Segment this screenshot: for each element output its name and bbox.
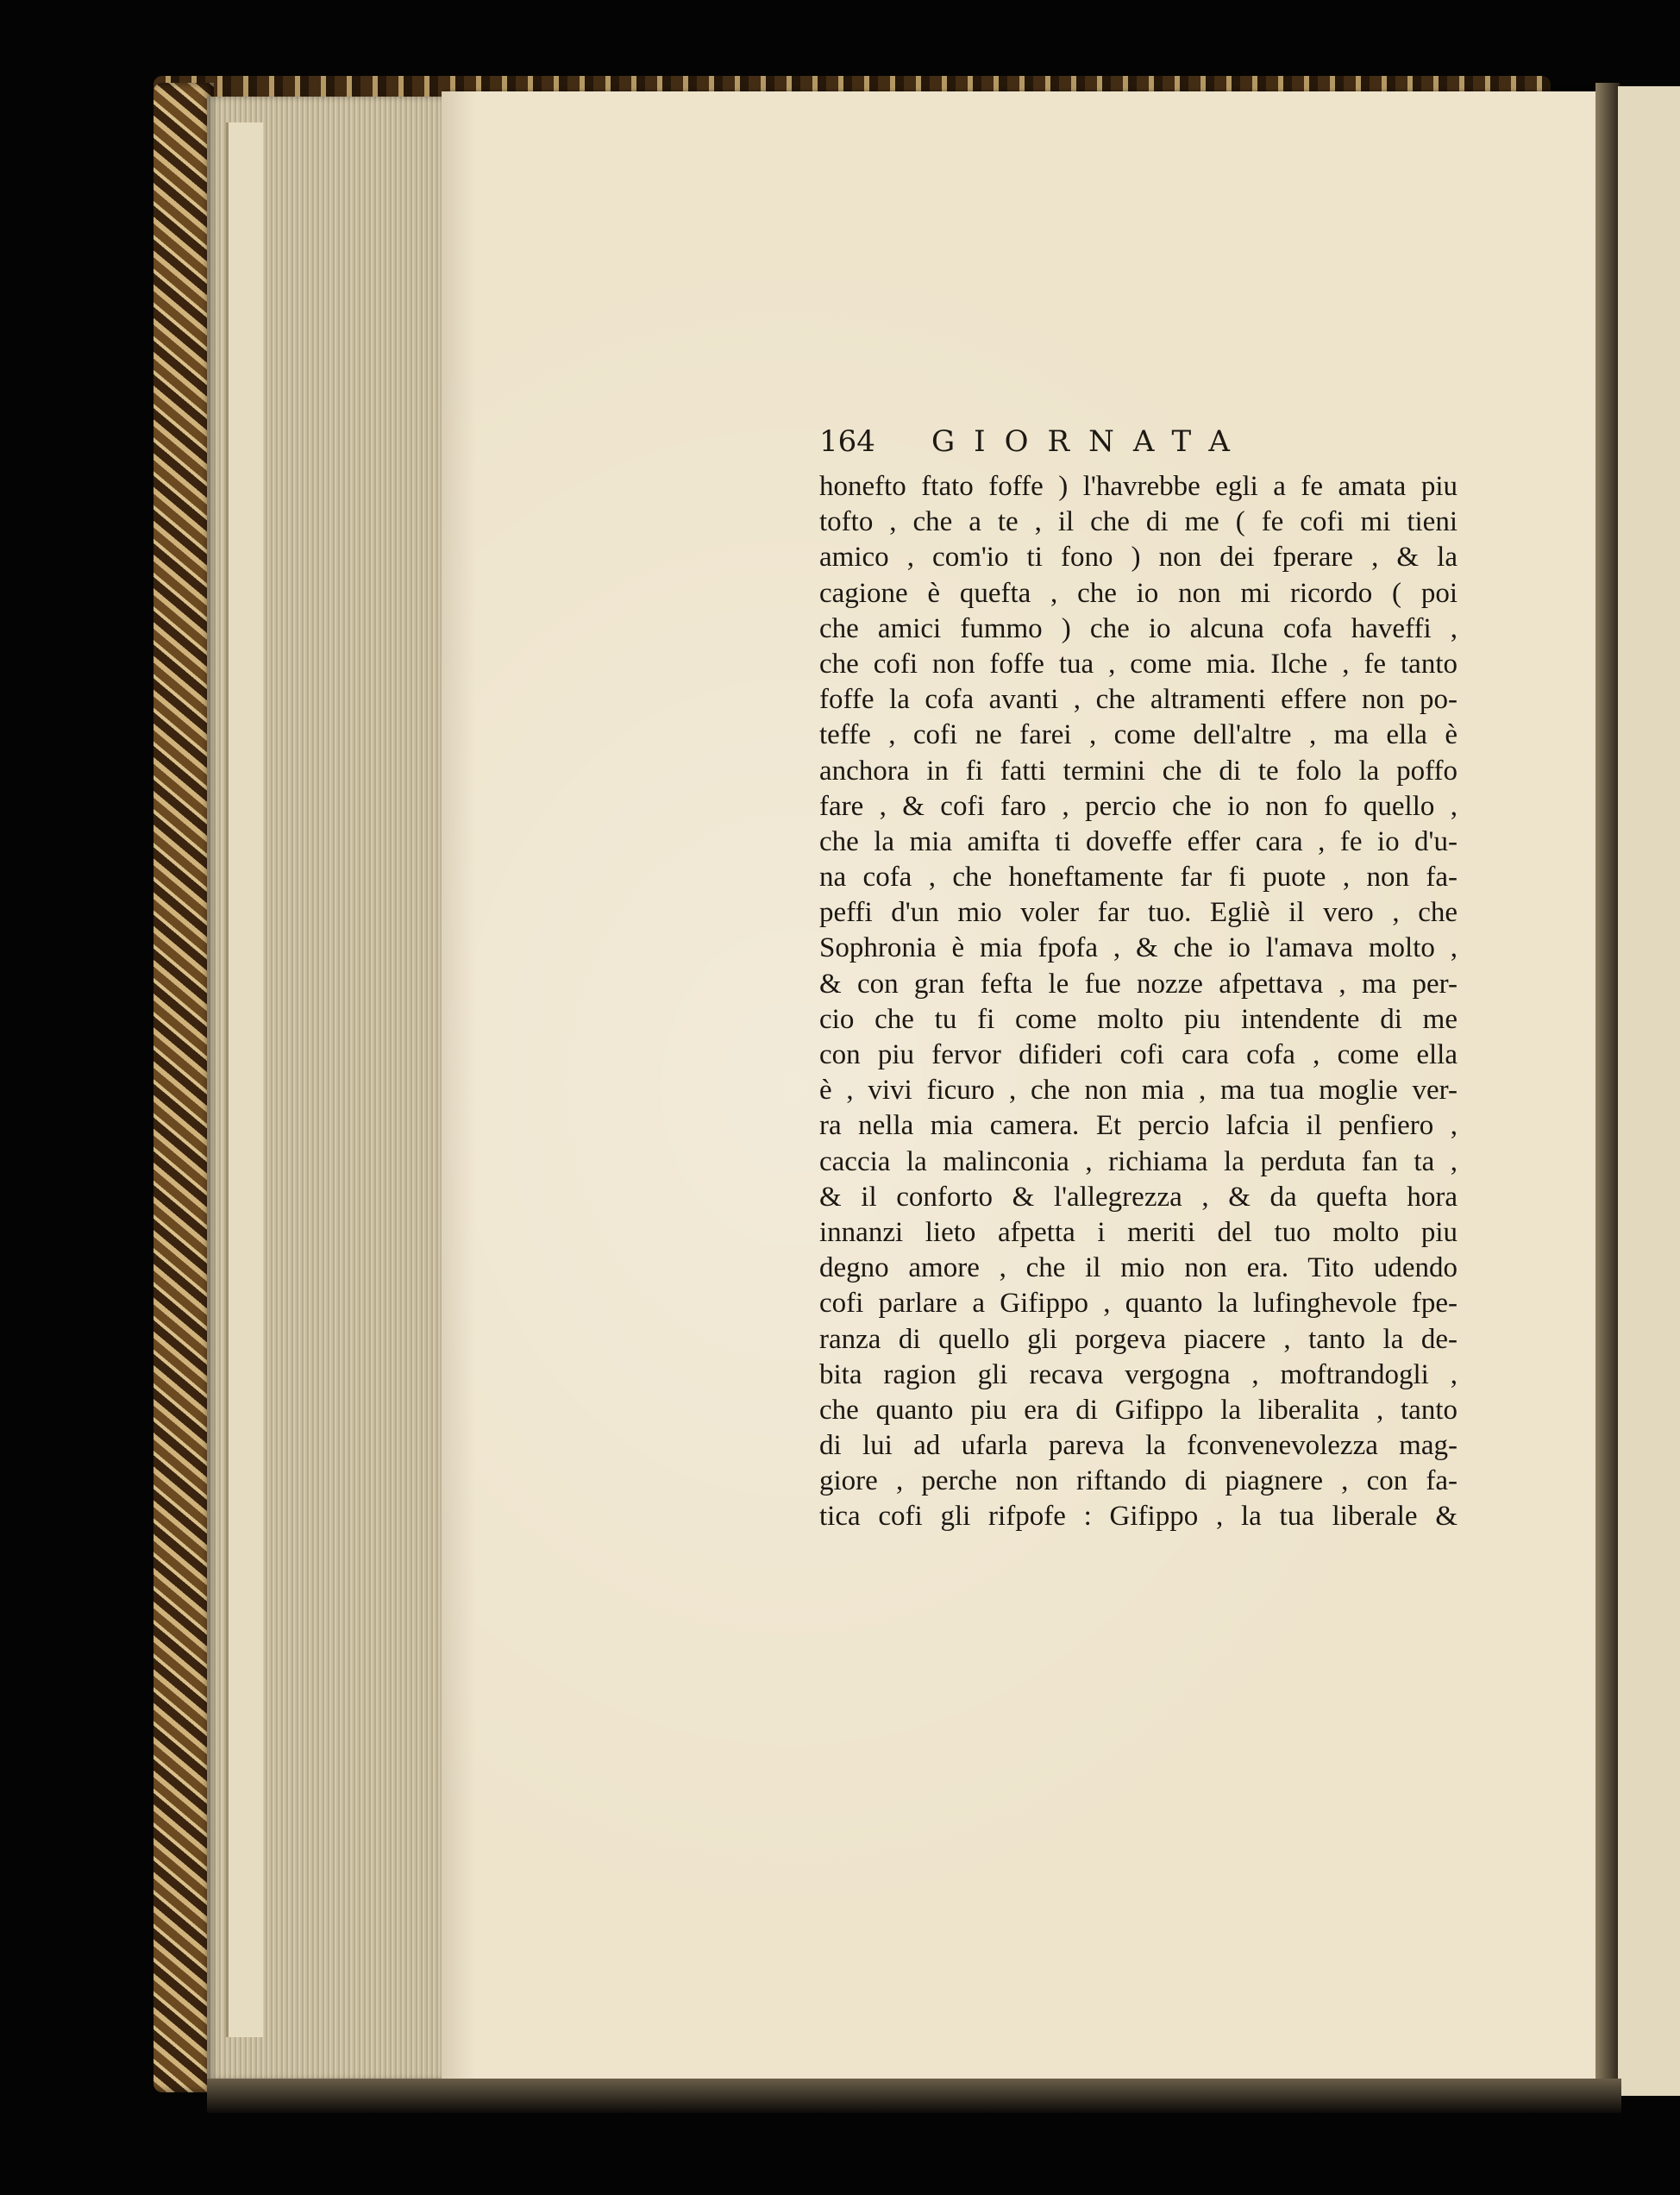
text-line: ra nella mia camera. Et percio lafcia il penfiero , bbox=[819, 1110, 1457, 1142]
text-line: tofto , che a te , il che di me ( fe cofi mi tieni bbox=[819, 506, 1457, 538]
text-line: honefto ftato foffe ) l'havrebbe egli a fe amata piu bbox=[819, 471, 1457, 502]
text-line: caccia la malinconia , richiama la perduta fan ta , bbox=[819, 1145, 1457, 1177]
text-line: con piu fervor difideri cofi cara cofa , come ella bbox=[819, 1039, 1457, 1070]
running-head bbox=[819, 424, 1457, 459]
gilt-spine-decoration bbox=[154, 83, 214, 2092]
text-line: giore , perche non riftando di piagnere , con fa- bbox=[819, 1465, 1457, 1497]
text-line: ranza di quello gli porgeva piacere , tanto la de- bbox=[819, 1323, 1457, 1355]
text-line: fare , & cofi faro , percio che io non fo quello , bbox=[819, 790, 1457, 822]
text-line: foffe la cofa avanti , che altramenti effere non po- bbox=[819, 684, 1457, 716]
text-line: cofi parlare a Gifippo , quanto la lufinghevole fpe- bbox=[819, 1288, 1457, 1320]
running-title: GIORNATA bbox=[931, 424, 1249, 459]
book-gutter bbox=[1595, 83, 1620, 2101]
text-line: che la mia amifta ti doveffe effer cara , fe io d'u- bbox=[819, 825, 1457, 857]
text-line: & il conforto & l'allegrezza , & da quefta hora bbox=[819, 1181, 1457, 1213]
endpaper-edge bbox=[226, 122, 263, 2037]
text-line: cio che tu fi come molto piu intendente di me bbox=[819, 1003, 1457, 1035]
text-line: Sophronia è mia fpofa , & che io l'amava molto , bbox=[819, 932, 1457, 964]
text-line: che cofi non foffe tua , come mia. Ilche , fe tanto bbox=[819, 648, 1457, 680]
bottom-edge-shadow bbox=[207, 2079, 1621, 2113]
text-line: innanzi lieto afpetta i meriti del tuo molto piu bbox=[819, 1216, 1457, 1248]
page-edges bbox=[207, 97, 448, 2080]
facing-page-edge bbox=[1618, 86, 1680, 2096]
text-line: bita ragion gli recava vergogna , moftrandogli , bbox=[819, 1358, 1457, 1390]
text-line: è , vivi ficuro , che non mia , ma tua moglie ver- bbox=[819, 1075, 1457, 1107]
text-line: cagione è quefta , che io non mi ricordo ( poi bbox=[819, 577, 1457, 609]
page-number: 164 bbox=[819, 424, 875, 459]
text-line: & con gran fefta le fue nozze afpettava , ma per- bbox=[819, 968, 1457, 1000]
text-line: di lui ad ufarla pareva la fconvenevolezza mag- bbox=[819, 1430, 1457, 1462]
text-line: peffi d'un mio voler far tuo. Egliè il vero , che bbox=[819, 897, 1457, 929]
text-line: teffe , cofi ne farei , come dell'altre , ma ella è bbox=[819, 719, 1457, 751]
text-line: degno amore , che il mio non era. Tito udendo bbox=[819, 1252, 1457, 1284]
text-line: tica cofi gli rifpofe : Gifippo , la tua liberale & bbox=[819, 1501, 1457, 1533]
body-text bbox=[819, 469, 1457, 1535]
text-line: che amici fummo ) che io alcuna cofa haveffi , bbox=[819, 612, 1457, 644]
text-line: anchora in fi fatti termini che di te folo la poffo bbox=[819, 755, 1457, 787]
text-line: na cofa , che honeftamente far fi puote , non fa- bbox=[819, 862, 1457, 894]
text-line: amico , com'io ti fono ) non dei fperare , & la bbox=[819, 542, 1457, 574]
text-line: che quanto piu era di Gifippo la liberalita , tanto bbox=[819, 1394, 1457, 1426]
